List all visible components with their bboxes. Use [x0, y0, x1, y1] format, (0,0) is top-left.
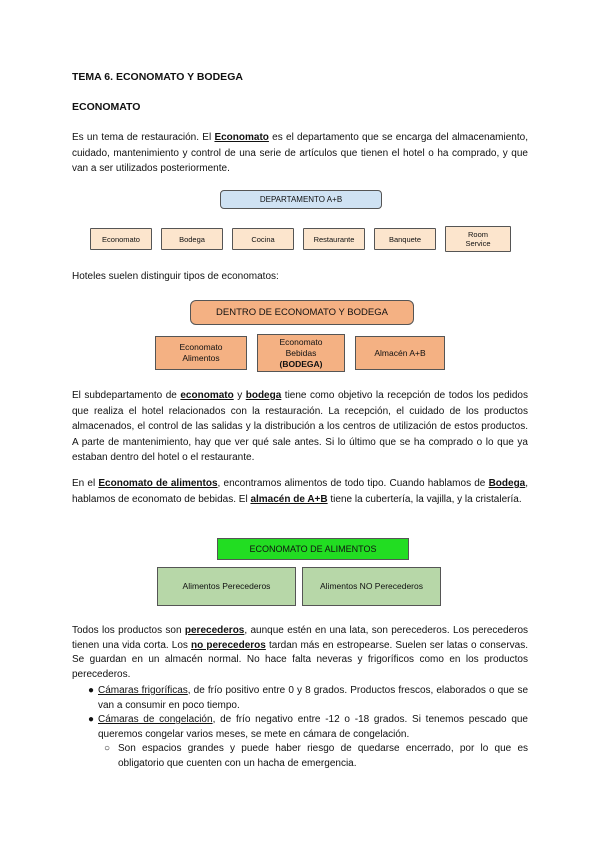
diagram-dentro-top: DENTRO DE ECONOMATO Y BODEGA — [190, 300, 414, 325]
paragraph-subdepartamento: El subdepartamento de economato y bodega tiene como objetivo la recepción de todos los pedidos que realiza el hotel relacionados con la restauración. La recepción, el cuidado de los productos almacenados, el control de las salidas y la distribución a los centros de utilización de estos productos. A parte de mantenimiento, hay que ver qué sale antes. Si lo último que se ha comprado o lo que ya estaban dentro del hotel o el restaurante. — [72, 390, 528, 463]
diagram-dept-child: Cocina — [232, 228, 294, 250]
page-title: TEMA 6. ECONOMATO Y BODEGA — [72, 71, 243, 83]
diagram-dentro-child: Economato Bebidas (BODEGA) — [257, 334, 345, 372]
diagram-alimentos-top: ECONOMATO DE ALIMENTOS — [217, 538, 409, 560]
diagram-alimentos-child: Alimentos Perecederos — [157, 567, 296, 606]
paragraph-tipos: Hoteles suelen distinguir tipos de economatos: — [72, 271, 279, 282]
diagram-alimentos-child: Alimentos NO Perecederos — [302, 567, 441, 606]
sub-list-item: ○ Son espacios grandes y puede haber riesgo de quedarse encerrado, por lo que es obligatorio que cuenten con un hacha de emergencia. — [104, 743, 528, 769]
list-item: ● Cámaras de congelación, de frío negativo entre -12 o -18 grados. Si tenemos pescado que queremos congelar varios meses, se mete en cámara de congelación. — [88, 714, 528, 740]
diagram-dentro-child: Economato Alimentos — [155, 336, 247, 370]
diagram-dentro-child: Almacén A+B — [355, 336, 445, 370]
bullet-list — [72, 684, 528, 742]
diagram-dept-child: Restaurante — [303, 228, 365, 250]
diagram-dept-top: DEPARTAMENTO A+B — [220, 190, 382, 209]
section-heading: ECONOMATO — [72, 101, 141, 113]
paragraph-intro: Es un tema de restauración. El Economato es el departamento que se encarga del almacenamiento, cuidado, mantenimiento y control de una serie de artículos que tienen el hotel o ha comprado, y que van a ser utilizados posteriormente. — [72, 132, 528, 174]
diagram-dept-child: Room Service — [445, 226, 511, 252]
paragraph-economato-alimentos: En el Economato de alimentos, encontramos alimentos de todo tipo. Cuando hablamos de Bodega, hablamos de economato de bebidas. El almacén de A+B tiene la cubertería, la vajilla, y la cristalería. — [72, 478, 529, 505]
list-item: ● Cámaras frigoríficas, de frío positivo entre 0 y 8 grados. Productos frescos, elaborados o que se van a consumir en poco tiempo. — [88, 685, 529, 711]
diagram-dept-child: Bodega — [161, 228, 223, 250]
paragraph-perecederos: Todos los productos son perecederos, aunque estén en una lata, son perecederos. Los perecederos tienen una vida corta. Los no perecederos tardan más en estropearse. Suelen ser latas o conservas. Se guardan en un almacén normal. No hace falta neveras y frigoríficos como en los productos perecederos. — [72, 625, 529, 680]
diagram-dept-child: Banquete — [374, 228, 436, 250]
diagram-dept-child: Economato — [90, 228, 152, 250]
